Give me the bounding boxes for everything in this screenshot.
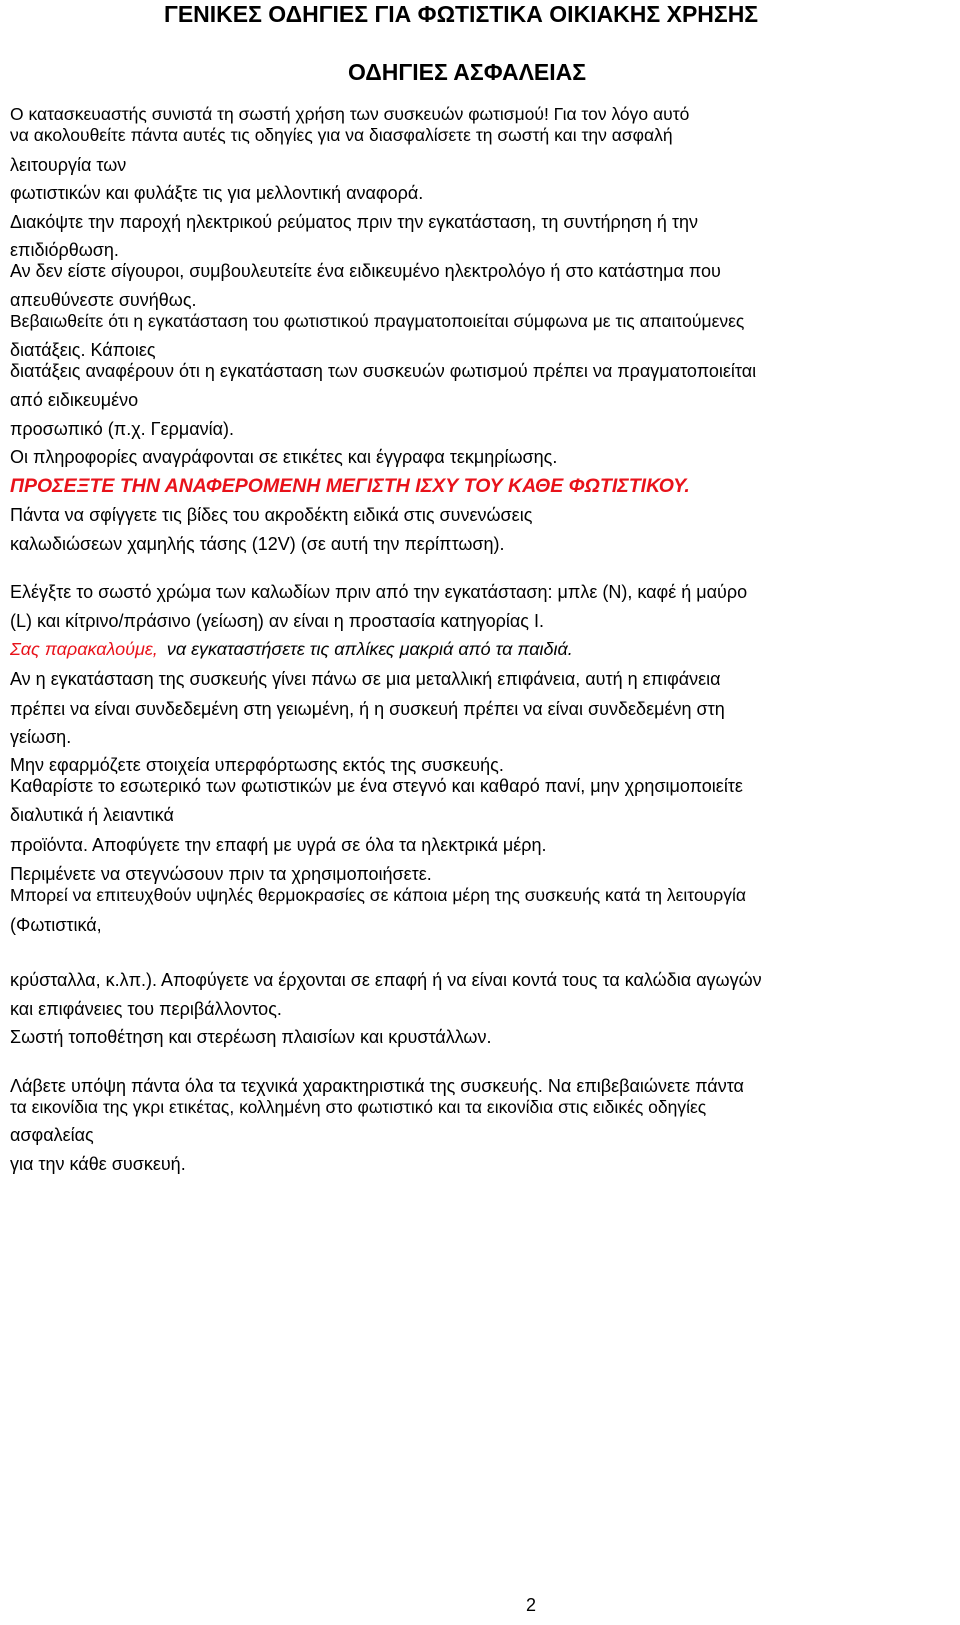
text-line: Αν η εγκατάσταση της συσκευής γίνει πάνω σε μια μεταλλική επιφάνεια, αυτή η επιφάνεια xyxy=(10,669,721,689)
text-line: Μπορεί να επιτευχθούν υψηλές θερμοκρασίες σε κάποια μέρη της συσκευής κατά τη λειτουργία xyxy=(10,885,746,905)
document-subtitle: ΟΔΗΓΙΕΣ ΑΣΦΑΛΕΙΑΣ xyxy=(348,59,587,85)
text-line: τα εικονίδια της γκρι ετικέτας, κολλημένη στο φωτιστικό και τα εικονίδια στις ειδικές οδηγίες xyxy=(10,1097,707,1117)
text-line: να ακολουθείτε πάντα αυτές τις οδηγίες για να διασφαλίσετε τη σωστή και την ασφαλή xyxy=(10,125,673,145)
warning-line: ΠΡΟΣΕΞΤΕ ΤΗΝ ΑΝΑΦΕΡΟΜΕΝΗ ΜΕΓΙΣΤΗ ΙΣΧΥ ΤΟΥ ΚΑΘΕ ΦΩΤΙΣΤΙΚΟΥ. xyxy=(10,475,690,497)
text-line: και επιφάνειες του περιβάλλοντος. xyxy=(10,999,282,1019)
text-line: απευθύνεστε συνήθως. xyxy=(10,290,197,310)
text-line: διατάξεις. Κάποιες xyxy=(10,340,156,360)
text-line: Οι πληροφορίες αναγράφονται σε ετικέτες και έγγραφα τεκμηρίωσης. xyxy=(10,447,558,467)
text-line: επιδιόρθωση. xyxy=(10,240,119,260)
text-line: Πάντα να σφίγγετε τις βίδες του ακροδέκτη ειδικά στις συνενώσεις xyxy=(10,505,533,525)
text-line: διαλυτικά ή λειαντικά xyxy=(10,805,174,825)
text-line: φωτιστικών και φυλάξτε τις για μελλοντική αναφορά. xyxy=(10,183,424,203)
text-line: διατάξεις αναφέρουν ότι η εγκατάσταση των συσκευών φωτισμού πρέπει να πραγματοποιείται xyxy=(10,361,757,381)
text-line: Λάβετε υπόψη πάντα όλα τα τεχνικά χαρακτηριστικά της συσκευής. Να επιβεβαιώνετε πάντα xyxy=(10,1076,744,1096)
text-line: κρύσταλλα, κ.λπ.). Αποφύγετε να έρχονται σε επαφή ή να είναι κοντά τους τα καλώδια αγωγών xyxy=(10,970,762,990)
text-line: προϊόντα. Αποφύγετε την επαφή με υγρά σε όλα τα ηλεκτρικά μέρη. xyxy=(10,835,547,855)
text-line: πρέπει να είναι συνδεδεμένη στη γειωμένη, ή η συσκευή πρέπει να είναι συνδεδεμένη στη xyxy=(10,699,725,719)
text-line: (L) και κίτρινο/πράσινο (γείωση) αν είναι η προστασία κατηγορίας I. xyxy=(10,611,544,631)
emphasis-text: Σας παρακαλούμε, xyxy=(10,639,158,659)
text-line: για την κάθε συσκευή. xyxy=(10,1154,186,1174)
text-line: προσωπικό (π.χ. Γερμανία). xyxy=(10,419,235,439)
text-line: Ο κατασκευαστής συνιστά τη σωστή χρήση των συσκευών φωτισμού! Για τον λόγο αυτό xyxy=(10,104,690,124)
italic-line xyxy=(10,638,573,660)
text-line: (Φωτιστικά, xyxy=(10,915,102,935)
text-line: Περιμένετε να στεγνώσουν πριν τα χρησιμοποιήσετε. xyxy=(10,864,432,884)
text-line: Αν δεν είστε σίγουροι, συμβουλευτείτε ένα ειδικευμένο ηλεκτρολόγο ή στο κατάστημα που xyxy=(10,261,721,281)
children-warning-text: να εγκαταστήσετε τις απλίκες μακριά από τα παιδιά. xyxy=(166,639,573,659)
text-line: Σωστή τοποθέτηση και στερέωση πλαισίων και κρυστάλλων. xyxy=(10,1027,492,1047)
text-line: Βεβαιωθείτε ότι η εγκατάσταση του φωτιστικού πραγματοποιείται σύμφωνα με τις απαιτούμενες xyxy=(10,311,745,331)
text-line: Διακόψτε την παροχή ηλεκτρικού ρεύματος πριν την εγκατάσταση, τη συντήρηση ή την xyxy=(10,212,698,232)
text-line: καλωδιώσεων χαμηλής τάσης (12V) (σε αυτή την περίπτωση). xyxy=(10,534,505,554)
text-line: λειτουργία των xyxy=(10,155,127,175)
text-line: Ελέγξτε το σωστό χρώμα των καλωδίων πριν από την εγκατάσταση: μπλε (N), καφέ ή μαύρο xyxy=(10,582,748,602)
text-line: Καθαρίστε το εσωτερικό των φωτιστικών με ένα στεγνό και καθαρό πανί, μην χρησιμοποιείτε xyxy=(10,776,743,796)
text-line: από ειδικευμένο xyxy=(10,390,139,410)
document-title: ΓΕΝΙΚΕΣ ΟΔΗΓΙΕΣ ΓΙΑ ΦΩΤΙΣΤΙΚΑ ΟΙΚΙΑΚΗΣ ΧΡΗΣΗΣ xyxy=(164,1,759,27)
text-line: γείωση. xyxy=(10,727,72,747)
text-line: ασφαλείας xyxy=(10,1125,94,1145)
page-number: 2 xyxy=(526,1595,537,1615)
text-line: Μην εφαρμόζετε στοιχεία υπερφόρτωσης εκτός της συσκευής. xyxy=(10,755,504,775)
